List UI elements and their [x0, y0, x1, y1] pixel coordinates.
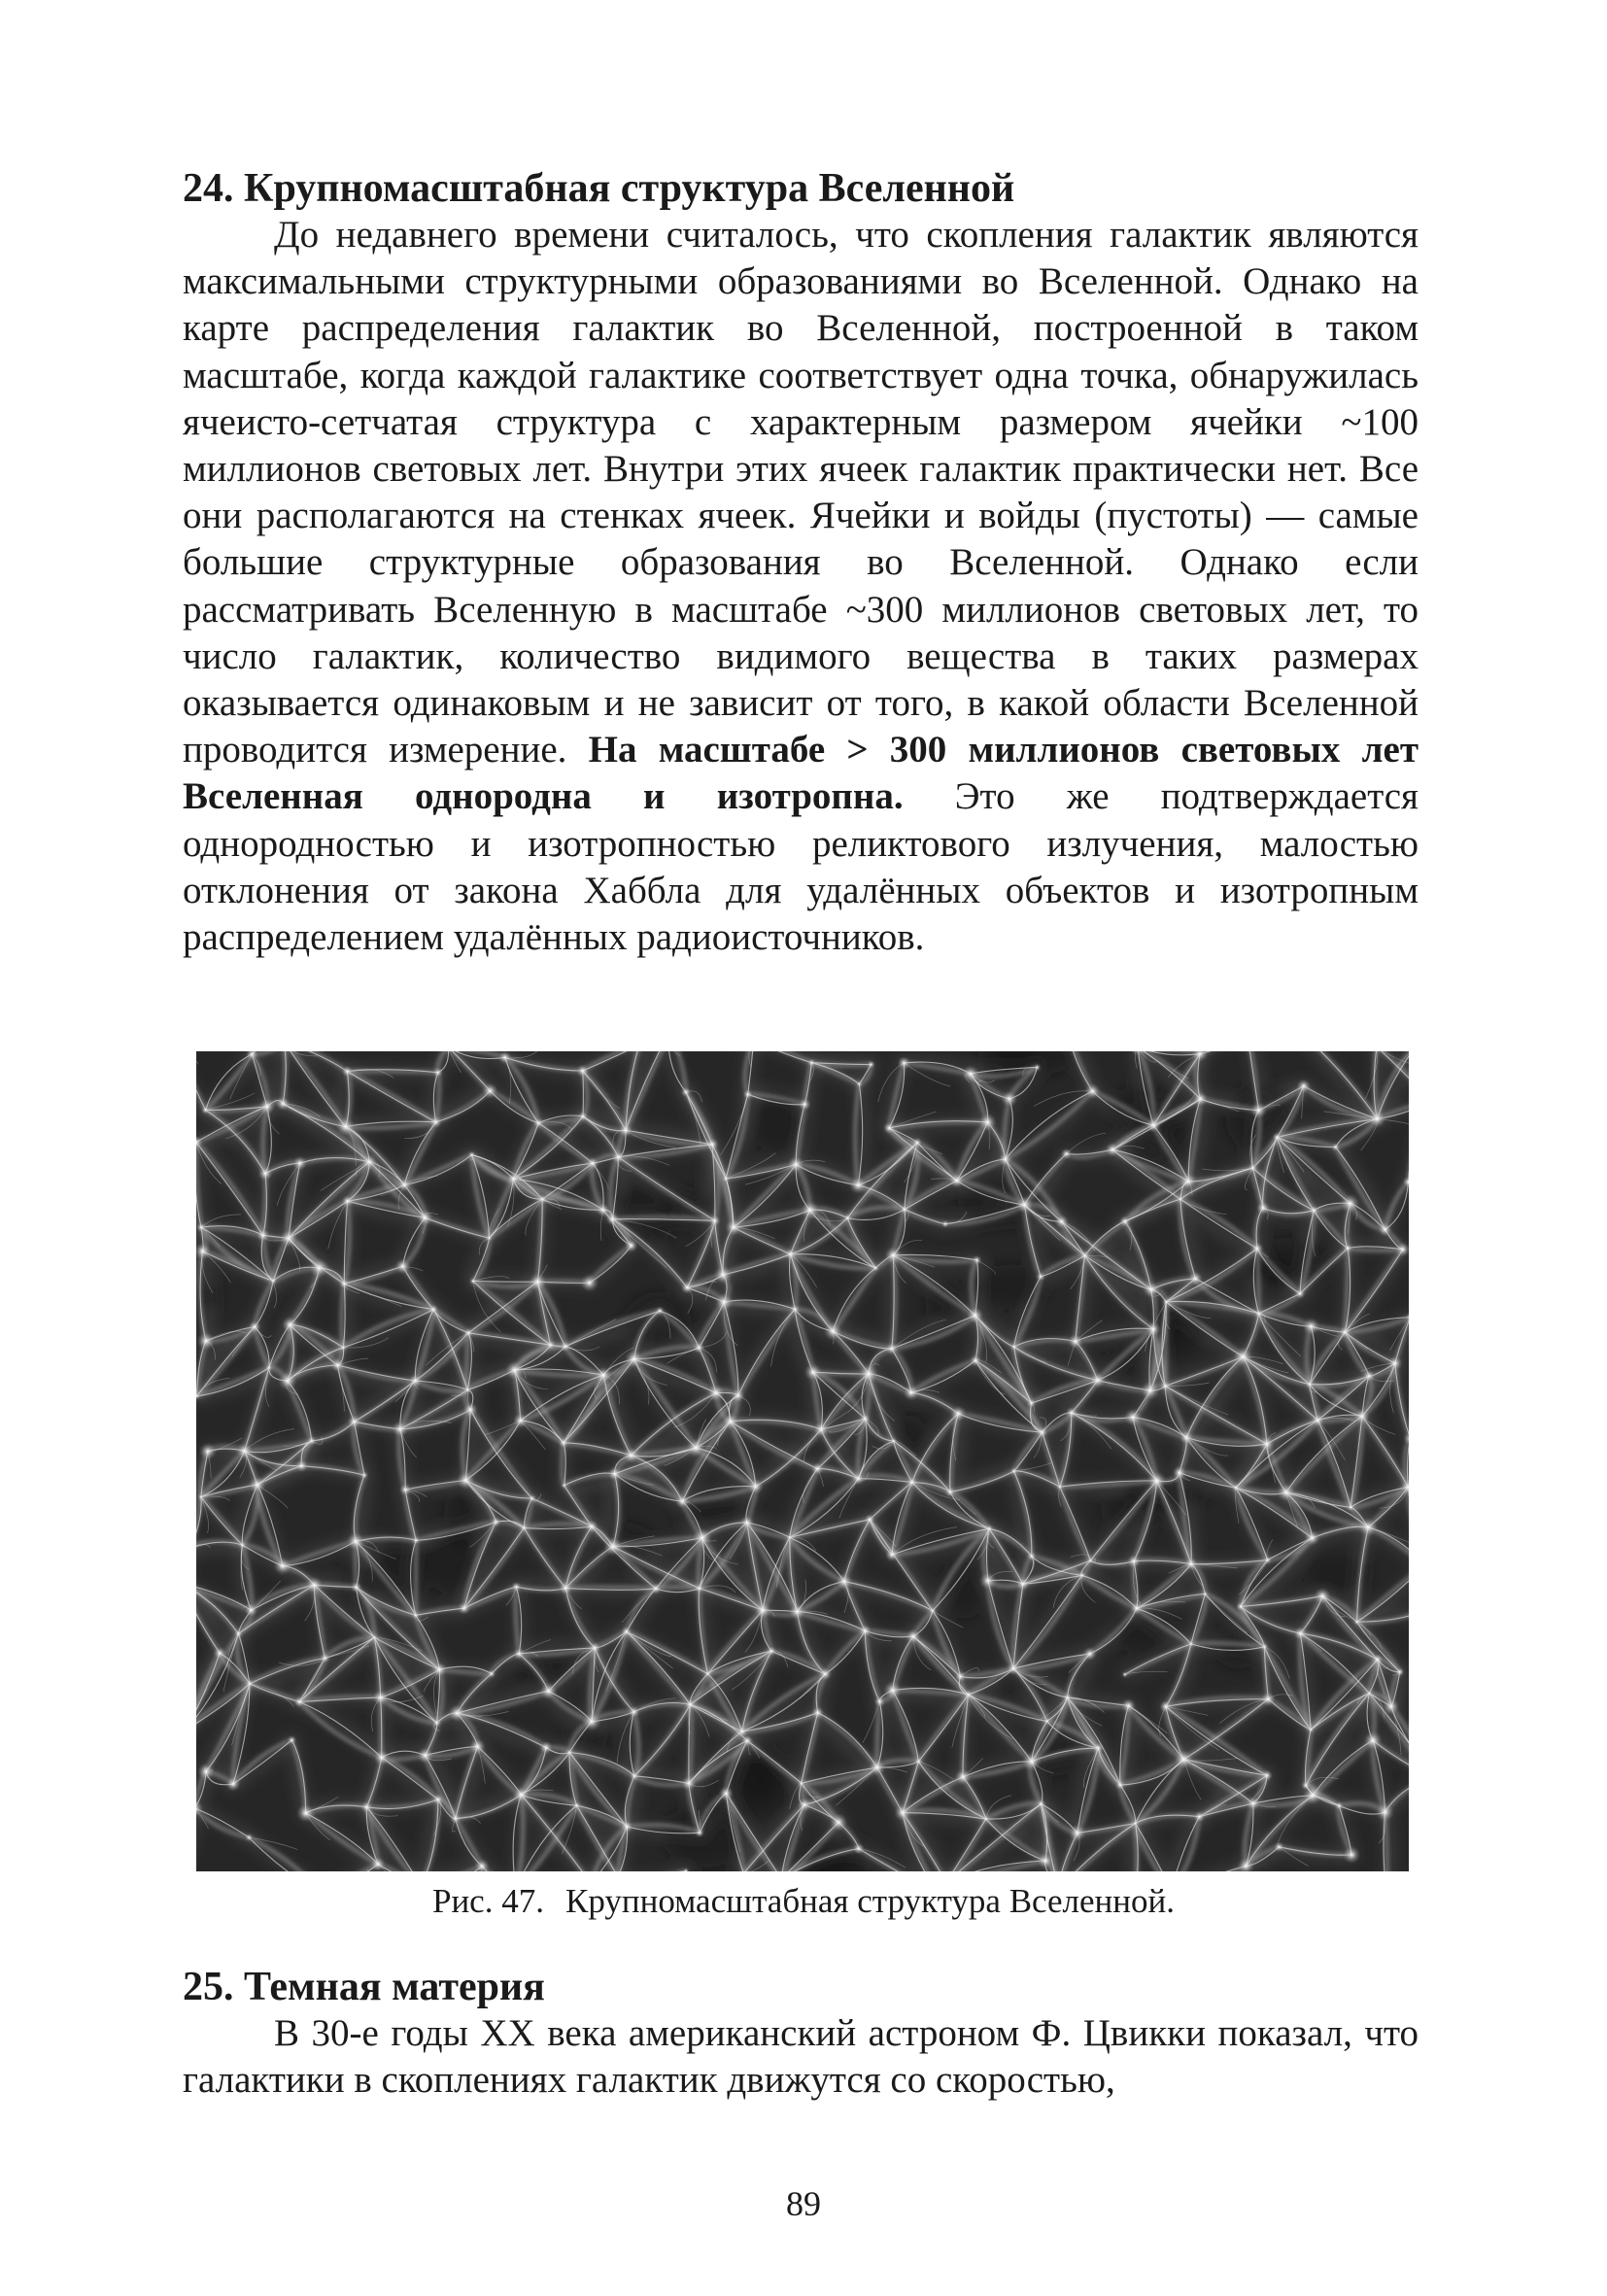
page-number: 89: [786, 2184, 821, 2223]
section-title: 24. Крупномасштабная структура Вселенной: [183, 166, 1015, 211]
bold-statement: На масштабе > 300 миллионов световых лет Вселенная однородна и изотропна.: [183, 729, 1419, 818]
section-title-2: 25. Темная материя: [183, 1965, 545, 2009]
section-25: [183, 1964, 1419, 2104]
section-24: [183, 165, 1419, 961]
paragraph-text-start: До недавнего времени считалось, что скопления галактик являются максимальными структурными образованиями во Вселенной. Однако на карте распределения галактик во Вселенной, построенной в таком масштабе, когда каждой галактике соответствует одна точка, обнаружилась ячеисто-сетчатая структура с характерным размером ячейки ~100 миллионов световых лет. Внутри этих ячеек галактик практически нет. Все они располагаются на стенках ячеек. Ячейки и войды (пустоты) — самые большие структурные образования во Вселенной. Однако если рассматривать Вселенную в масштабе ~300 миллионов световых лет, то число галактик, количество видимого вещества в таких размерах оказывается одинаковым и не зависит от того, в какой области Вселенной проводится измерение.: [183, 214, 1419, 771]
paragraph-text-end: Это же подтверждается однородностью и изотропностью реликтового излучения, малостью отклонения от закона Хаббла для удалённых объектов и изотропным распределением удалённых радиоисточников.: [183, 775, 1419, 959]
figure-label: Рис. 47.: [431, 1882, 544, 1920]
figure-caption-text: Крупномасштабная структура Вселенной.: [564, 1882, 1175, 1920]
cosmic-web-figure: [196, 1051, 1409, 1871]
body-paragraph: [183, 212, 1419, 961]
cosmic-web-image: [196, 1051, 1409, 1871]
body-paragraph-2: В 30-е годы XX века американский астроном Ф. Цвикки показал, что галактики в скоплениях галактик движутся со скоростью,: [183, 2012, 1419, 2102]
figure-caption: [0, 1881, 1607, 1922]
